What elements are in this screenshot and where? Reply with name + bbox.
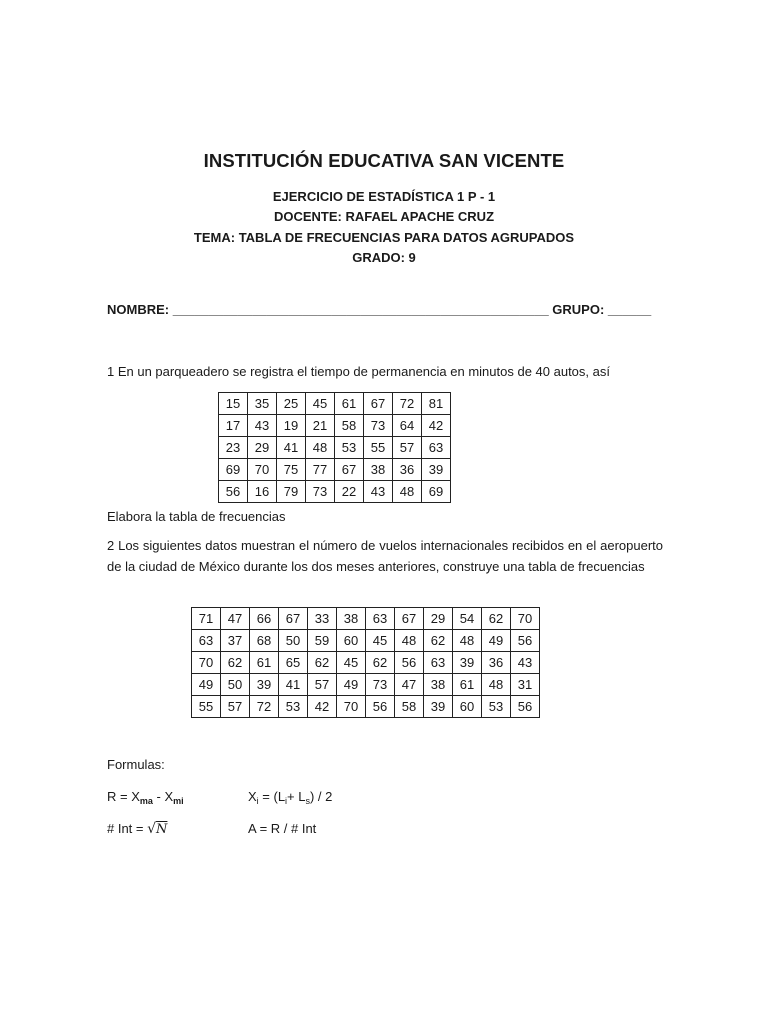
table-cell: 56 xyxy=(366,696,395,718)
range-formula xyxy=(107,789,184,806)
table-cell: 73 xyxy=(366,674,395,696)
table-cell: 75 xyxy=(277,459,306,481)
table-cell: 36 xyxy=(482,652,511,674)
table-cell: 66 xyxy=(250,608,279,630)
range-formula-mid: - X xyxy=(152,789,174,804)
table-cell: 56 xyxy=(395,652,424,674)
table-cell: 48 xyxy=(482,674,511,696)
table-cell: 23 xyxy=(219,437,248,459)
problem1-instruction: Elabora la tabla de frecuencias xyxy=(107,509,286,524)
table-cell: 39 xyxy=(453,652,482,674)
table-cell: 57 xyxy=(393,437,422,459)
table-cell: 31 xyxy=(511,674,540,696)
table-cell: 57 xyxy=(308,674,337,696)
name-group-line: NOMBRE: ____________________________________________________ GRUPO: ______ xyxy=(107,302,652,317)
class-mark-x-sub: i xyxy=(256,796,259,806)
table-cell: 65 xyxy=(279,652,308,674)
table-cell: 43 xyxy=(364,481,393,503)
table-cell: 42 xyxy=(308,696,337,718)
formulas-heading: Formulas: xyxy=(107,757,165,772)
table-row xyxy=(219,415,451,437)
square-root-radicand: N xyxy=(156,822,168,837)
table-cell: 38 xyxy=(364,459,393,481)
class-mark-formula xyxy=(248,789,332,806)
range-formula-sub-max: ma xyxy=(139,796,153,806)
problem2-statement: 2 Los siguientes datos muestran el número de vuelos internacionales recibidos en el aeropuerto de la ciudad de México durante los dos meses anteriores, construye una tabla de frecuencias xyxy=(107,538,663,574)
table-cell: 63 xyxy=(366,608,395,630)
class-mark-tail: ) / 2 xyxy=(309,789,333,804)
table-cell: 50 xyxy=(279,630,308,652)
table-cell: 79 xyxy=(277,481,306,503)
table-cell: 41 xyxy=(279,674,308,696)
table-cell: 48 xyxy=(393,481,422,503)
table-cell: 41 xyxy=(277,437,306,459)
table-row xyxy=(219,393,451,415)
problem1-statement: 1 En un parqueadero se registra el tiempo de permanencia en minutos de 40 autos, así xyxy=(107,364,610,379)
table-cell: 55 xyxy=(364,437,393,459)
table-row xyxy=(219,481,451,503)
table-cell: 36 xyxy=(393,459,422,481)
table-cell: 67 xyxy=(335,459,364,481)
table-cell: 70 xyxy=(192,652,221,674)
table-cell: 55 xyxy=(192,696,221,718)
class-mark-x: X xyxy=(248,789,257,804)
table-cell: 50 xyxy=(221,674,250,696)
table-cell: 58 xyxy=(335,415,364,437)
table-cell: 70 xyxy=(511,608,540,630)
table-cell: 16 xyxy=(248,481,277,503)
amplitude-formula: A = R / # Int xyxy=(248,821,317,836)
table-cell: 29 xyxy=(424,608,453,630)
range-formula-lhs: R = X xyxy=(107,789,140,804)
table-cell: 67 xyxy=(395,608,424,630)
class-mark-l-sub: i xyxy=(285,796,288,806)
table-cell: 70 xyxy=(337,696,366,718)
problem1-data-table xyxy=(218,392,451,503)
institution-title: INSTITUCIÓN EDUCATIVA SAN VICENTE xyxy=(203,150,565,171)
table-cell: 57 xyxy=(221,696,250,718)
table-cell: 25 xyxy=(277,393,306,415)
table-row xyxy=(192,630,540,652)
table-row xyxy=(192,674,540,696)
teacher-line: DOCENTE: RAFAEL APACHE CRUZ xyxy=(273,209,495,224)
table-row xyxy=(219,437,451,459)
table-cell: 53 xyxy=(482,696,511,718)
exercise-line: EJERCICIO DE ESTADÍSTICA 1 P - 1 xyxy=(272,189,496,204)
table-row xyxy=(192,608,540,630)
table-cell: 37 xyxy=(221,630,250,652)
table-cell: 71 xyxy=(192,608,221,630)
table-cell: 56 xyxy=(219,481,248,503)
table-cell: 49 xyxy=(192,674,221,696)
table-cell: 39 xyxy=(422,459,451,481)
intervals-formula-lhs: # Int = xyxy=(107,821,148,836)
table-cell: 43 xyxy=(248,415,277,437)
table-cell: 45 xyxy=(306,393,335,415)
grade-line: GRADO: 9 xyxy=(352,250,416,265)
table-cell: 19 xyxy=(277,415,306,437)
table-cell: 62 xyxy=(424,630,453,652)
table-cell: 61 xyxy=(453,674,482,696)
table-cell: 61 xyxy=(335,393,364,415)
table-row xyxy=(219,459,451,481)
table-cell: 56 xyxy=(511,630,540,652)
table-cell: 63 xyxy=(424,652,453,674)
table-cell: 48 xyxy=(453,630,482,652)
table-cell: 35 xyxy=(248,393,277,415)
table-cell: 59 xyxy=(308,630,337,652)
table-cell: 72 xyxy=(250,696,279,718)
table-cell: 42 xyxy=(422,415,451,437)
table-cell: 62 xyxy=(366,652,395,674)
table-cell: 21 xyxy=(306,415,335,437)
table-cell: 81 xyxy=(422,393,451,415)
intervals-formula xyxy=(107,821,167,837)
table-cell: 62 xyxy=(482,608,511,630)
problem2-data-table xyxy=(191,607,540,718)
table-cell: 47 xyxy=(221,608,250,630)
table-cell: 49 xyxy=(482,630,511,652)
table-cell: 39 xyxy=(424,696,453,718)
table-cell: 64 xyxy=(393,415,422,437)
table-cell: 69 xyxy=(422,481,451,503)
table-cell: 38 xyxy=(424,674,453,696)
table-row xyxy=(192,696,540,718)
table-cell: 69 xyxy=(219,459,248,481)
table-cell: 63 xyxy=(422,437,451,459)
table-cell: 53 xyxy=(279,696,308,718)
table-cell: 60 xyxy=(337,630,366,652)
table-cell: 63 xyxy=(192,630,221,652)
table-cell: 38 xyxy=(337,608,366,630)
table-cell: 56 xyxy=(511,696,540,718)
table-cell: 67 xyxy=(279,608,308,630)
table-cell: 49 xyxy=(337,674,366,696)
table-cell: 33 xyxy=(308,608,337,630)
table-cell: 48 xyxy=(306,437,335,459)
range-formula-sub-min: mi xyxy=(173,796,184,806)
table-cell: 60 xyxy=(453,696,482,718)
table-cell: 68 xyxy=(250,630,279,652)
table-cell: 67 xyxy=(364,393,393,415)
table-cell: 72 xyxy=(393,393,422,415)
table-cell: 70 xyxy=(248,459,277,481)
table-cell: 62 xyxy=(221,652,250,674)
table-cell: 29 xyxy=(248,437,277,459)
square-root-symbol: √ xyxy=(147,821,157,837)
table-cell: 17 xyxy=(219,415,248,437)
table-cell: 45 xyxy=(366,630,395,652)
class-mark-plus: + L xyxy=(287,789,306,804)
table-cell: 47 xyxy=(395,674,424,696)
table-cell: 77 xyxy=(306,459,335,481)
table-cell: 53 xyxy=(335,437,364,459)
table-cell: 54 xyxy=(453,608,482,630)
table-row xyxy=(192,652,540,674)
table-cell: 39 xyxy=(250,674,279,696)
table-cell: 45 xyxy=(337,652,366,674)
table-cell: 22 xyxy=(335,481,364,503)
class-mark-eq: = (L xyxy=(258,789,286,804)
table-cell: 43 xyxy=(511,652,540,674)
table-cell: 62 xyxy=(308,652,337,674)
table-cell: 61 xyxy=(250,652,279,674)
table-cell: 15 xyxy=(219,393,248,415)
topic-line: TEMA: TABLA DE FRECUENCIAS PARA DATOS AGRUPADOS xyxy=(193,230,575,245)
table-cell: 73 xyxy=(306,481,335,503)
table-cell: 48 xyxy=(395,630,424,652)
table-cell: 58 xyxy=(395,696,424,718)
table-cell: 73 xyxy=(364,415,393,437)
class-mark-s-sub: s xyxy=(305,796,310,806)
